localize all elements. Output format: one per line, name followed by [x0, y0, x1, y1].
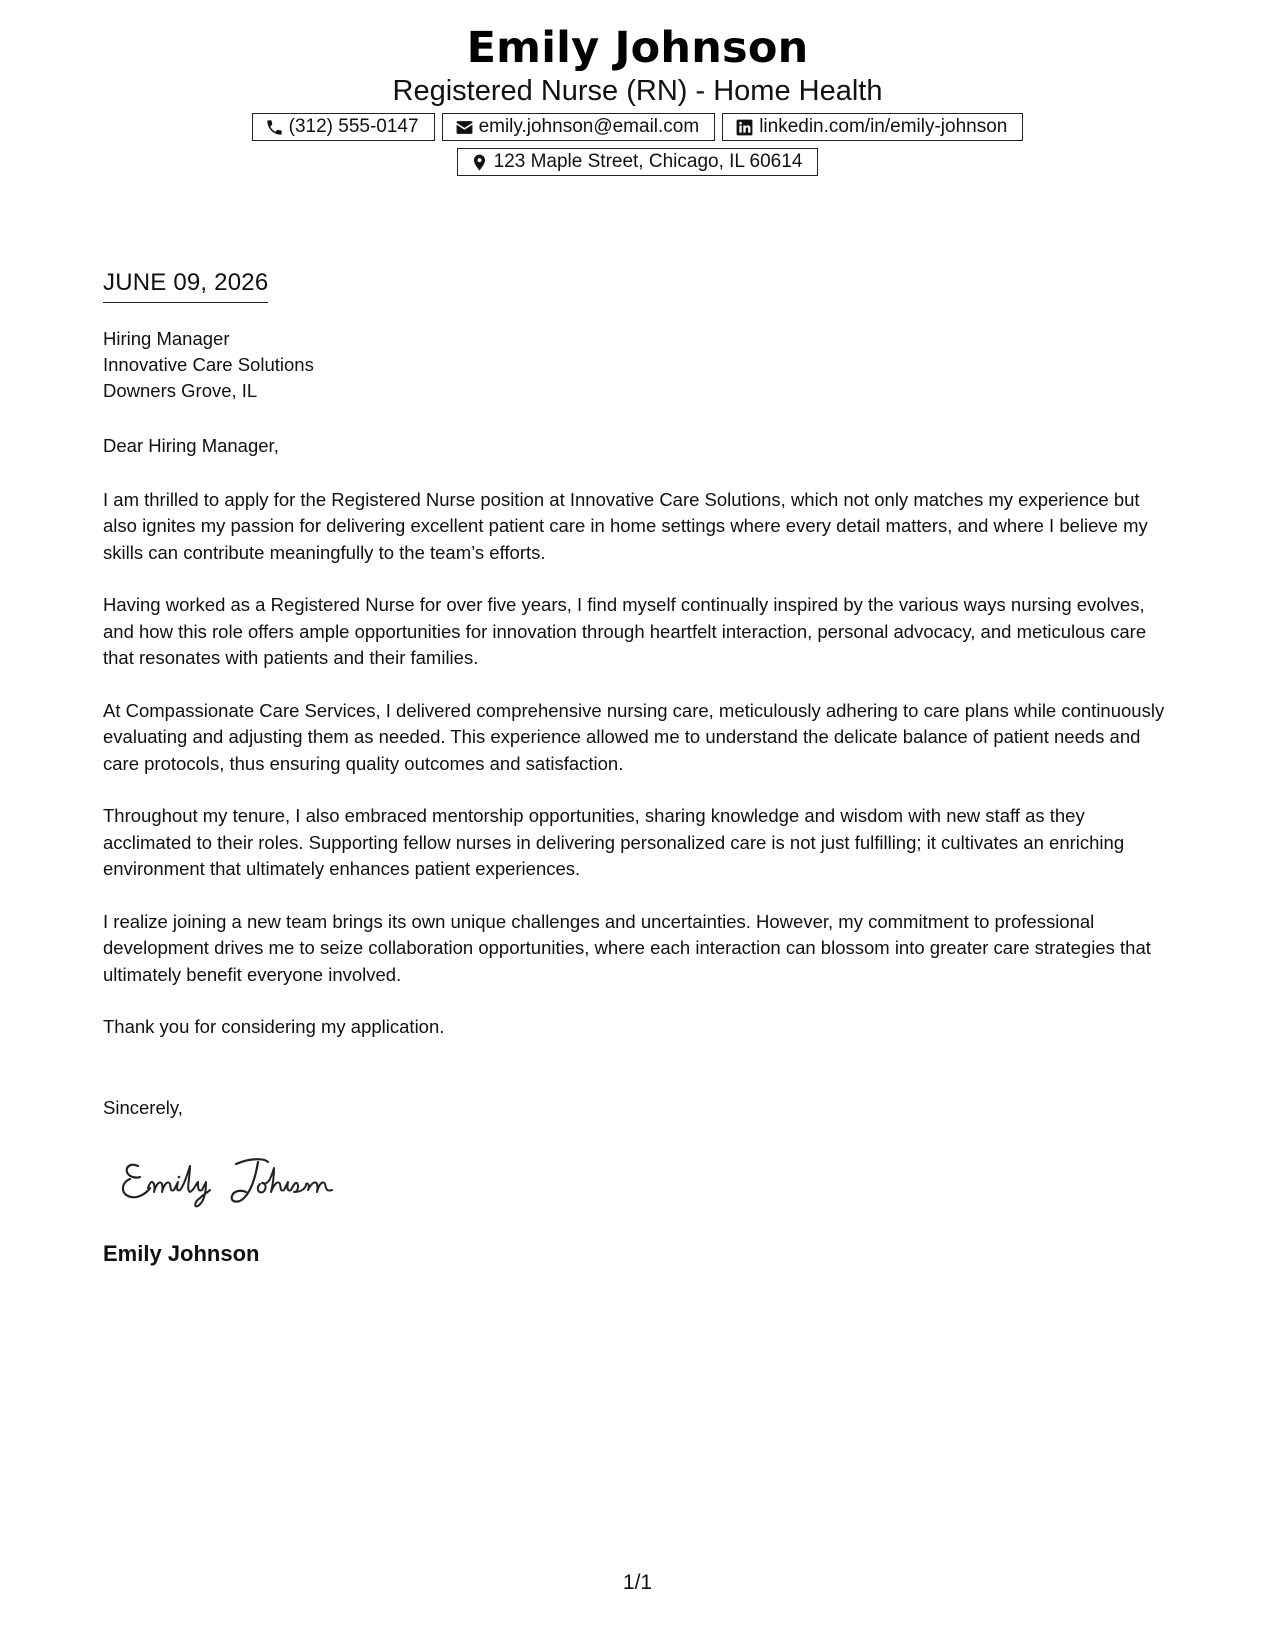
recipient-line: Innovative Care Solutions: [103, 354, 314, 375]
applicant-name: Emily Johnson: [466, 23, 809, 73]
body-paragraph: Thank you for considering my application.: [103, 1016, 445, 1037]
letter-header: [0, 22, 1275, 176]
contact-phone: [252, 113, 435, 141]
envelope-icon: [455, 118, 474, 137]
letter-body: [103, 433, 1178, 1067]
linkedin-icon: [735, 118, 754, 137]
letter-date: JUNE 09, 2026: [103, 268, 268, 303]
signer-name: Emily Johnson: [103, 1241, 260, 1266]
contact-row-address: [0, 148, 1275, 176]
phone-text: (312) 555-0147: [288, 116, 419, 137]
body-paragraph: Throughout my tenure, I also embraced mentorship opportunities, sharing knowledge and wisdom with new staff as they acclimated to their roles. Supporting fellow nurses in delivering personalized care is not just fulfilling; it cultivates an enriching environment that ultimately enhances patient experiences.: [103, 805, 1125, 879]
map-pin-icon: [470, 153, 489, 172]
body-paragraph: At Compassionate Care Services, I delivered comprehensive nursing care, meticulously adhering to care plans while continuously evaluating and adjusting them as needed. This experience allowed me to understand the delicate balance of patient needs and care protocols, thus ensuring quality outcomes and satisfaction.: [103, 699, 1165, 774]
contact-row: [0, 113, 1275, 141]
body-paragraph: I realize joining a new team brings its own unique challenges and uncertainties. However, my commitment to professional development drives me to seize collaboration opportunities, where each interaction can blossom into greater care strategies that ultimately benefit everyone involved.: [103, 910, 1151, 985]
address-text: 123 Maple Street, Chicago, IL 60614: [493, 151, 803, 172]
closing: Sincerely,: [103, 1097, 183, 1118]
linkedin-text: linkedin.com/in/emily-johnson: [759, 116, 1008, 137]
salutation: Dear Hiring Manager,: [103, 435, 279, 456]
page-number: 1/1: [622, 1571, 653, 1594]
applicant-title: Registered Nurse (RN) - Home Health: [392, 75, 883, 107]
body-paragraph: Having worked as a Registered Nurse for over five years, I find myself continually inspired by the various ways nursing evolves, and how this role offers ample opportunities for innovation through heartfelt interaction, personal advocacy, and meticulous care that resonates with patients and their families.: [103, 594, 1147, 668]
recipient-line: Hiring Manager: [103, 328, 230, 349]
handwritten-signature: [118, 1148, 358, 1208]
contact-address: [457, 148, 819, 176]
email-text: emily.johnson@email.com: [478, 116, 700, 137]
body-paragraph: I am thrilled to apply for the Registered Nurse position at Innovative Care Solutions, which not only matches my experience but also ignites my passion for delivering excellent patient care in home settings where every detail matters, and where I believe my skills can contribute meaningfully to the team’s efforts.: [103, 488, 1148, 563]
recipient-line: Downers Grove, IL: [103, 380, 258, 401]
phone-icon: [265, 118, 284, 137]
contact-linkedin: [722, 113, 1023, 141]
contact-email: [442, 113, 716, 141]
recipient-block: [103, 326, 314, 404]
